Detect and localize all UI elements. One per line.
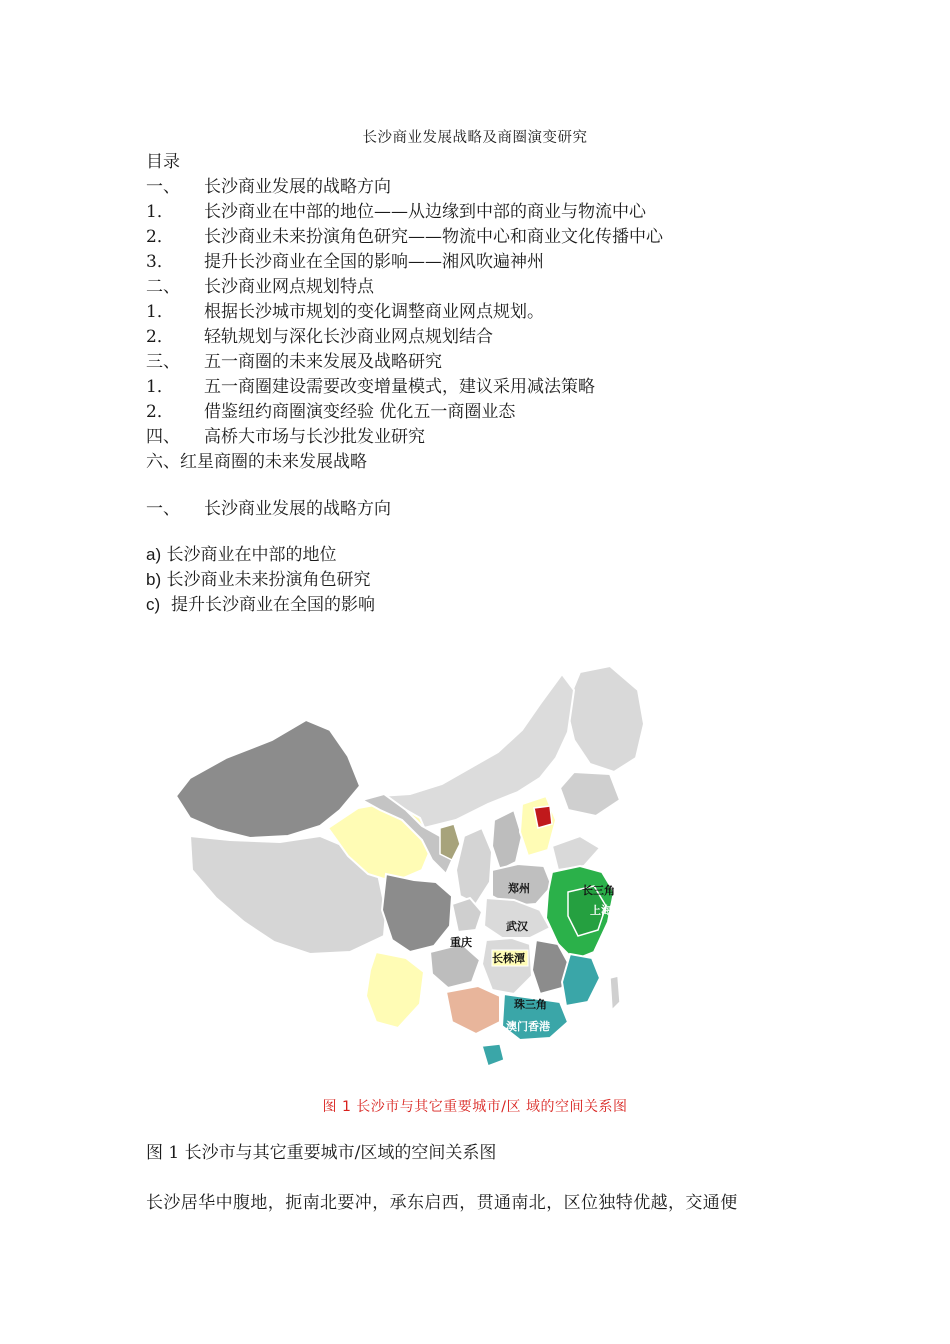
map-region-taiwan xyxy=(610,976,620,1010)
sub-item-text: 长沙商业未来扮演角色研究 xyxy=(166,570,371,590)
map-label-wuhan: 武汉 xyxy=(506,920,528,933)
map-region-sichuan xyxy=(382,874,452,952)
toc-item[interactable] xyxy=(146,251,544,273)
toc-item-number: 四、 xyxy=(146,427,180,447)
map-region-liaoning xyxy=(560,772,620,816)
map-label-changsanjiao: 长三角 xyxy=(582,884,615,897)
toc-item-label: 轻轨规划与深化长沙商业网点规划结合 xyxy=(204,327,493,347)
map-label-zhengzhou: 郑州 xyxy=(508,882,530,895)
map-region-guangxi xyxy=(446,986,500,1034)
toc-item-number: 1． xyxy=(146,202,174,222)
document-title: 长沙商业发展战略及商圈演变研究 xyxy=(362,130,588,146)
toc-item-label: 长沙商业未来扮演角色研究——物流中心和商业文化传播中心 xyxy=(204,227,663,247)
sub-item xyxy=(146,594,375,616)
map-label-changzhutan: 长株潭 xyxy=(492,952,525,965)
toc-item-number: 三、 xyxy=(146,352,180,372)
toc-item-number: 二、 xyxy=(146,277,180,297)
toc-item-label: 长沙商业在中部的地位——从边缘到中部的商业与物流中心 xyxy=(204,202,646,222)
toc-item-number: 2． xyxy=(146,402,174,422)
map-embedded-caption: 图 1 长沙市与其它重要城市/区 域的空间关系图 xyxy=(322,1099,628,1115)
section-heading xyxy=(146,498,391,520)
sub-item xyxy=(146,544,337,566)
toc-item[interactable] xyxy=(146,176,391,198)
map-region-yunnan xyxy=(366,952,424,1028)
toc-item-label: 五一商圈建设需要改变增量模式，建议采用减法策略 xyxy=(204,377,595,397)
toc-item[interactable] xyxy=(146,351,442,373)
map-label-zhusanjiao: 珠三角 xyxy=(514,998,547,1011)
toc-item[interactable] xyxy=(146,326,493,348)
sub-item-text: 长沙商业在中部的地位 xyxy=(166,545,337,565)
sub-item-marker: b) xyxy=(146,570,162,589)
map-region-beijing xyxy=(534,806,552,828)
toc-item[interactable] xyxy=(146,376,595,398)
toc-item-label: 长沙商业发展的战略方向 xyxy=(204,177,391,197)
figure-caption: 图 1 长沙市与其它重要城市/区域的空间关系图 xyxy=(146,1143,497,1163)
toc-item[interactable] xyxy=(146,401,515,423)
toc-item-number: 一、 xyxy=(146,177,180,197)
toc-item[interactable] xyxy=(146,276,374,298)
map-region-shandong xyxy=(552,836,600,870)
map-label-chongqing: 重庆 xyxy=(450,936,472,949)
toc-item-label: 长沙商业网点规划特点 xyxy=(204,277,374,297)
sub-item-marker: a) xyxy=(146,545,162,564)
map-region-ningxia xyxy=(440,824,460,860)
toc-heading: 目录 xyxy=(146,152,180,172)
map-label-shanghai: 上海 xyxy=(590,904,612,917)
toc-item-number: 1． xyxy=(146,377,174,397)
china-map-figure xyxy=(170,660,660,1080)
sub-item xyxy=(146,569,371,591)
toc-item[interactable] xyxy=(146,226,663,248)
toc-item[interactable] xyxy=(146,301,544,323)
map-region-hainan xyxy=(482,1044,504,1066)
map-label-aomen-xianggang: 澳门香港 xyxy=(506,1020,550,1033)
toc-item-label: 根据长沙城市规划的变化调整商业网点规划。 xyxy=(204,302,544,322)
section-number: 一、 xyxy=(146,499,180,519)
toc-item-number: 2． xyxy=(146,227,174,247)
toc-item[interactable] xyxy=(146,426,425,448)
map-region-fujian xyxy=(562,954,600,1006)
body-paragraph: 长沙居华中腹地，扼南北要冲，承东启西，贯通南北，区位独特优越，交通便 xyxy=(146,1193,738,1213)
toc-item-label: 提升长沙商业在全国的影响——湘风吹遍神州 xyxy=(204,252,544,272)
sub-item-marker: c) xyxy=(146,595,161,614)
china-map-svg xyxy=(170,660,660,1080)
toc-item-six[interactable]: 六、红星商圈的未来发展战略 xyxy=(146,452,367,472)
toc-item-number: 1． xyxy=(146,302,174,322)
toc-item-number: 3． xyxy=(146,252,174,272)
toc-item[interactable] xyxy=(146,201,646,223)
map-region-xinjiang xyxy=(176,720,360,838)
map-region-guizhou xyxy=(430,944,480,988)
sub-item-text: 提升长沙商业在全国的影响 xyxy=(170,595,375,615)
section-title: 长沙商业发展的战略方向 xyxy=(204,499,391,519)
toc-item-number: 2． xyxy=(146,327,174,347)
map-region-shaanxi xyxy=(456,828,492,904)
toc-item-label: 借鉴纽约商圈演变经验 优化五一商圈业态 xyxy=(204,402,516,422)
map-region-shanxi xyxy=(492,810,522,870)
toc-item-label: 五一商圈的未来发展及战略研究 xyxy=(204,352,442,372)
map-region-northeast xyxy=(566,666,644,772)
toc-item-label: 高桥大市场与长沙批发业研究 xyxy=(204,427,425,447)
